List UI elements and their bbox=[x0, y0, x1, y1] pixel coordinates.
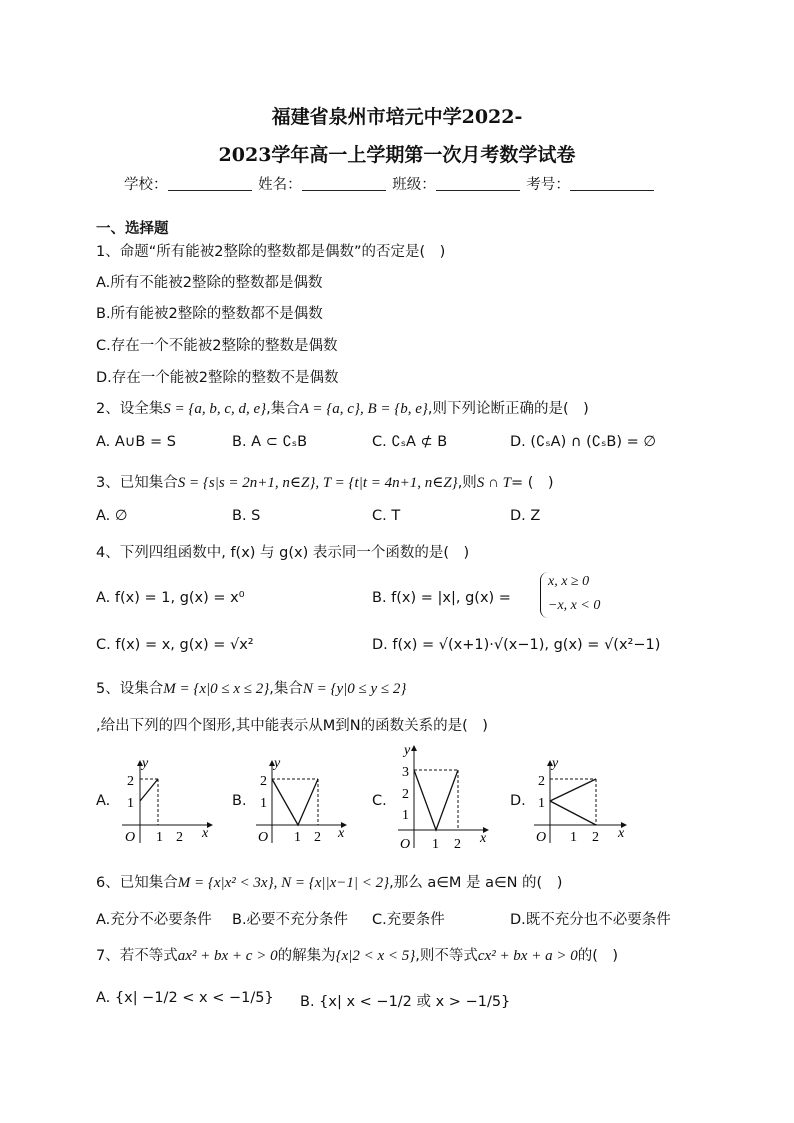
number-field[interactable] bbox=[570, 176, 654, 191]
graph-c-origin: O bbox=[400, 837, 411, 852]
q7-stem-mid-2: ,则不等式 bbox=[415, 948, 478, 964]
school-field[interactable] bbox=[168, 176, 252, 191]
q4-option-c: C. f(x) = x, g(x) = √x² bbox=[96, 637, 254, 653]
graph-b-ytick-2: 2 bbox=[260, 774, 267, 789]
q1-option-d: D.存在一个能被2整除的整数不是偶数 bbox=[96, 370, 339, 386]
graph-b-xtick-1: 1 bbox=[294, 830, 301, 845]
q7-stem bbox=[96, 944, 618, 965]
q7-ineq-2: cx² + bx + a > 0 bbox=[477, 948, 578, 964]
q3-expr: S ∩ T bbox=[476, 475, 511, 491]
q6-sets: M = {x|x² < 3x}, N = {x||x−1| < 2} bbox=[177, 875, 390, 891]
graph-d-xtick-1: 1 bbox=[570, 830, 577, 845]
graph-a-label: A. bbox=[96, 793, 111, 809]
q1-stem: 1、命题“所有能被2整除的整数都是偶数”的否定是( ) bbox=[96, 244, 446, 260]
q3-stem-post: ,则 bbox=[457, 475, 477, 491]
q6-stem-post: ,那么 a∈M 是 a∈N 的( ) bbox=[389, 875, 563, 891]
q3-option-d: D. Z bbox=[510, 508, 541, 524]
q4-option-b-pre: B. f(x) = |x|, g(x) = bbox=[372, 590, 511, 606]
class-field[interactable] bbox=[436, 176, 520, 191]
graph-a-x-axis-label: x bbox=[202, 826, 209, 841]
graph-c-y-axis-label: y bbox=[404, 743, 411, 758]
q2-stem bbox=[96, 397, 589, 418]
q2-stem-post: ,则下列论断正确的是( ) bbox=[427, 401, 589, 417]
graph-a-y-axis-label: y bbox=[142, 756, 149, 771]
graph-c-ytick-1: 1 bbox=[402, 808, 409, 823]
q5-set-m: M = {x|0 ≤ x ≤ 2} bbox=[163, 681, 270, 697]
school-label: 学校： bbox=[124, 177, 168, 193]
graph-a-xtick-2: 2 bbox=[176, 830, 183, 845]
q3-stem-pre: 3、已知集合 bbox=[96, 475, 178, 491]
graph-d-y-axis-label: y bbox=[552, 756, 559, 771]
graph-c-xtick-1: 1 bbox=[432, 837, 439, 852]
q2-stem-pre: 2、设全集 bbox=[96, 401, 164, 417]
q5-set-n: N = {y|0 ≤ y ≤ 2} bbox=[302, 681, 407, 697]
graph-c-x-axis-label: x bbox=[480, 831, 487, 846]
number-label: 考号： bbox=[526, 177, 570, 193]
q2-set-s: S = {a, b, c, d, e} bbox=[163, 401, 267, 417]
graph-b-x-axis-label: x bbox=[338, 826, 345, 841]
q4-case-2: −x, x < 0 bbox=[548, 598, 601, 613]
q2-set-ab: A = {a, c}, B = {b, e} bbox=[299, 401, 428, 417]
q4-option-d: D. f(x) = √(x+1)·√(x−1), g(x) = √(x²−1) bbox=[372, 637, 661, 653]
graph-a bbox=[112, 755, 222, 850]
q1-option-b: B.所有能被2整除的整数都不是偶数 bbox=[96, 306, 323, 322]
q6-option-b: B.必要不充分条件 bbox=[232, 912, 349, 928]
q6-option-d: D.既不充分也不必要条件 bbox=[510, 912, 671, 928]
graph-d-ytick-2: 2 bbox=[538, 774, 545, 789]
graph-c-xtick-2: 2 bbox=[454, 837, 461, 852]
q7-option-a: A. {x| −1/2 < x < −1/5} bbox=[96, 990, 274, 1006]
q3-option-c: C. T bbox=[372, 508, 401, 524]
graph-d-label: D. bbox=[510, 793, 526, 809]
q6-stem bbox=[96, 871, 562, 892]
graph-a-ytick-1: 1 bbox=[127, 796, 134, 811]
student-info-row bbox=[124, 173, 656, 194]
q2-option-d: D. (∁ₛA) ∩ (∁ₛB) = ∅ bbox=[510, 434, 656, 450]
title-line-2: 2023学年高一上学期第一次月考数学试卷 bbox=[218, 144, 576, 166]
q5-stem bbox=[96, 677, 406, 698]
graph-c-label: C. bbox=[372, 793, 387, 809]
section-heading: 一、选择题 bbox=[96, 221, 169, 237]
graph-b-y-axis-label: y bbox=[274, 756, 281, 771]
q2-option-b: B. A ⊂ ∁ₛB bbox=[232, 434, 308, 450]
q6-option-c: C.充要条件 bbox=[372, 912, 445, 928]
graph-c bbox=[390, 740, 500, 855]
q7-stem-mid: 的解集为 bbox=[277, 948, 336, 964]
q2-stem-mid: ,集合 bbox=[266, 401, 300, 417]
graph-d bbox=[526, 755, 636, 850]
graph-b-origin: O bbox=[258, 830, 269, 845]
q3-stem bbox=[96, 471, 554, 492]
graph-a-xtick-1: 1 bbox=[156, 830, 163, 845]
q3-tail: = ( ) bbox=[510, 475, 554, 491]
q4-case-1: x, x ≥ 0 bbox=[548, 574, 590, 589]
title-line-1: 福建省泉州市培元中学2022- bbox=[271, 106, 523, 128]
graph-c-ytick-3: 3 bbox=[402, 765, 409, 780]
q4-option-b bbox=[372, 590, 511, 606]
q2-option-a: A. A∪B = S bbox=[96, 434, 176, 450]
q3-sets: S = {s|s = 2n+1, n∈Z}, T = {t|t = 4n+1, n∈Z} bbox=[177, 475, 458, 491]
graph-a-origin: O bbox=[125, 830, 136, 845]
q5-stem-mid: ,集合 bbox=[269, 681, 303, 697]
graph-d-ytick-1: 1 bbox=[538, 796, 545, 811]
graph-b-label: B. bbox=[232, 793, 247, 809]
graph-b-xtick-2: 2 bbox=[314, 830, 321, 845]
q2-option-c: C. ∁ₛA ⊄ B bbox=[372, 434, 448, 450]
q5-stem-2: ,给出下列的四个图形,其中能表示从M到N的函数关系的是( ) bbox=[96, 718, 488, 734]
q1-option-c: C.存在一个不能被2整除的整数是偶数 bbox=[96, 338, 338, 354]
q7-ineq-1: ax² + bx + c > 0 bbox=[177, 948, 278, 964]
graph-c-ytick-2: 2 bbox=[402, 787, 409, 802]
graph-b-ytick-1: 1 bbox=[260, 796, 267, 811]
q7-set: {x|2 < x < 5} bbox=[335, 948, 416, 964]
q4-stem: 4、下列四组函数中, f(x) 与 g(x) 表示同一个函数的是( ) bbox=[96, 545, 470, 561]
q4-option-a: A. f(x) = 1, g(x) = x⁰ bbox=[96, 590, 245, 606]
graph-d-origin: O bbox=[536, 830, 547, 845]
q6-stem-pre: 6、已知集合 bbox=[96, 875, 178, 891]
q6-option-a: A.充分不必要条件 bbox=[96, 912, 212, 928]
q7-stem-post: 的( ) bbox=[577, 948, 619, 964]
graph-d-x-axis-label: x bbox=[618, 826, 625, 841]
q7-stem-pre: 7、若不等式 bbox=[96, 948, 178, 964]
graph-a-ytick-2: 2 bbox=[127, 774, 134, 789]
q3-option-a: A. ∅ bbox=[96, 508, 128, 524]
q3-option-b: B. S bbox=[232, 508, 261, 524]
name-field[interactable] bbox=[302, 176, 386, 191]
graph-d-xtick-2: 2 bbox=[592, 830, 599, 845]
graph-b bbox=[248, 755, 358, 850]
q1-option-a: A.所有不能被2整除的整数都是偶数 bbox=[96, 275, 323, 291]
class-label: 班级： bbox=[392, 177, 436, 193]
name-label: 姓名： bbox=[258, 177, 302, 193]
q5-stem-pre: 5、设集合 bbox=[96, 681, 164, 697]
q7-option-b: B. {x| x < −1/2 或 x > −1/5} bbox=[300, 994, 511, 1010]
